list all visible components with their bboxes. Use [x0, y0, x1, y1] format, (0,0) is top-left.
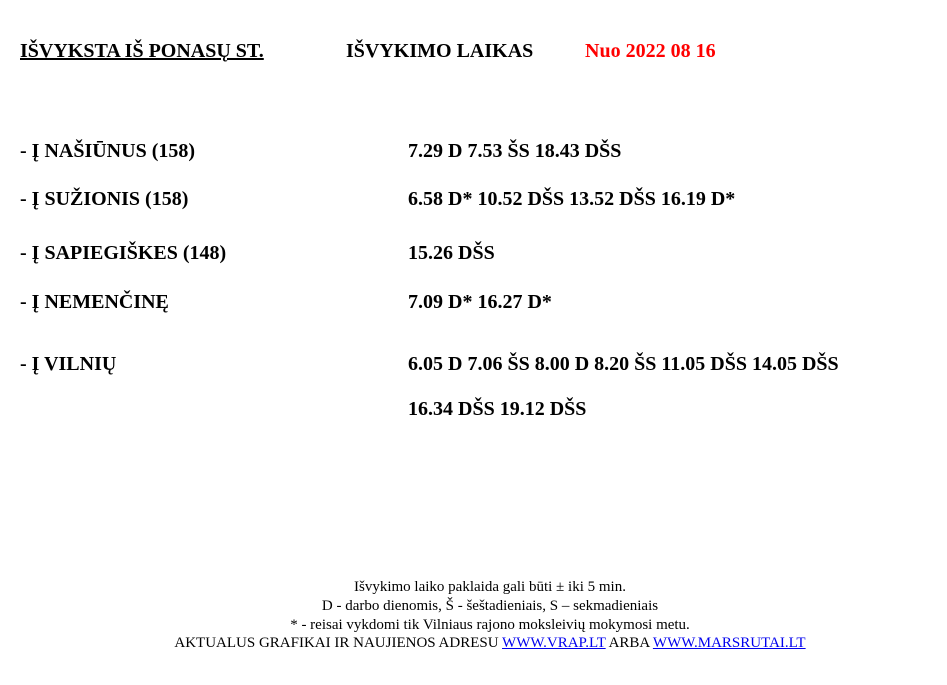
route-times: 7.29 D 7.53 ŠS 18.43 DŠS	[408, 140, 622, 162]
route-times-continued: 16.34 DŠS 19.12 DŠS	[408, 398, 587, 420]
route-times: 6.58 D* 10.52 DŠS 13.52 DŠS 16.19 D*	[408, 188, 736, 210]
route-destination: - Į NEMENČINĘ	[20, 291, 169, 313]
links-line	[0, 634, 947, 652]
links-middle: ARBA	[605, 635, 653, 651]
effective-date: Nuo 2022 08 16	[585, 40, 716, 62]
legend-note: D - darbo dienomis, Š - šeštadieniais, S – sekmadieniais	[321, 598, 659, 614]
links-prefix: AKTUALUS GRAFIKAI IR NAUJIENOS ADRESU	[174, 635, 503, 651]
route-destination: - Į SUŽIONIS (158)	[20, 188, 189, 210]
route-times: 6.05 D 7.06 ŠS 8.00 D 8.20 ŠS 11.05 DŠS 14.05 DŠS	[408, 353, 839, 375]
school-trips-note: * - reisai vykdomi tik Vilniaus rajono moksleivių mokymosi metu.	[290, 617, 690, 633]
route-times: 7.09 D* 16.27 D*	[408, 291, 552, 313]
tolerance-note: Išvykimo laiko paklaida gali būti ± iki 5 min.	[354, 579, 626, 595]
marsrutai-link[interactable]: WWW.MARSRUTAI.LT	[652, 635, 806, 651]
departure-station-heading: IŠVYKSTA IŠ PONASŲ ST.	[20, 40, 264, 62]
route-destination: - Į VILNIŲ	[20, 353, 117, 375]
vrap-link[interactable]: WWW.VRAP.LT	[502, 635, 606, 651]
route-destination: - Į NAŠIŪNUS (158)	[20, 140, 196, 162]
route-destination: - Į SAPIEGIŠKES (148)	[20, 242, 227, 264]
route-times: 15.26 DŠS	[408, 242, 495, 264]
departure-time-heading: IŠVYKIMO LAIKAS	[346, 40, 534, 62]
